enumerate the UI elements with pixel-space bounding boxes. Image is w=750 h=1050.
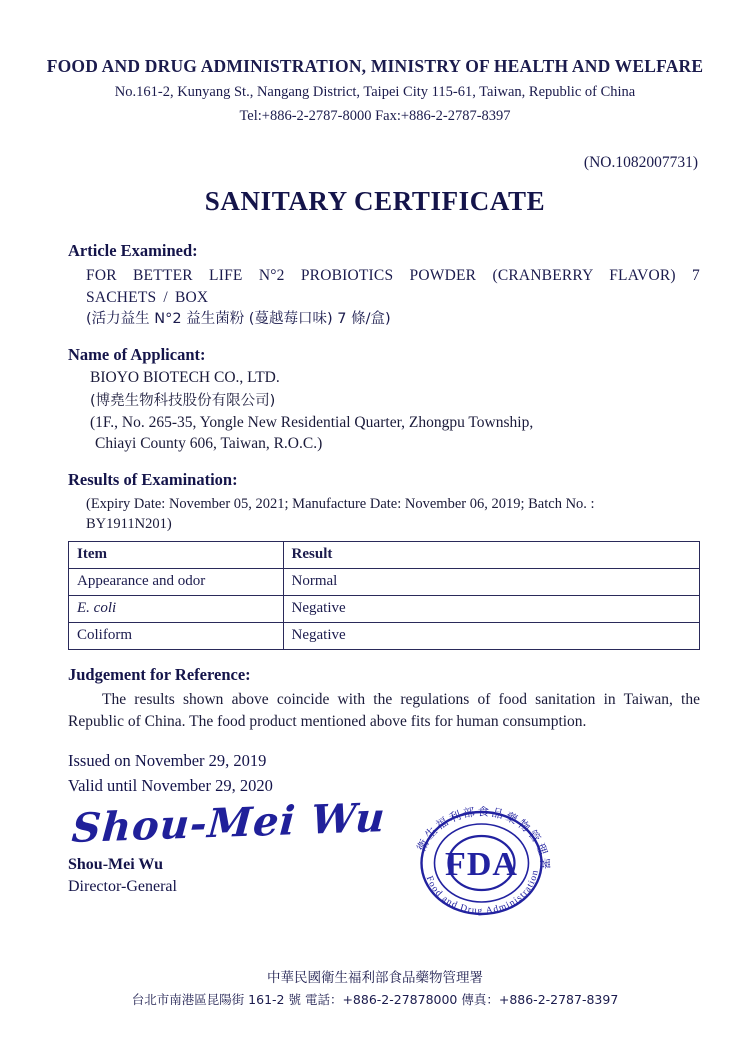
table-row bbox=[69, 595, 700, 622]
results-table bbox=[68, 541, 700, 650]
applicant-name-cjk: (博堯生物科技股份有限公司) bbox=[90, 392, 276, 409]
signature-area bbox=[68, 794, 700, 923]
footer-line-2: 台北市南港區昆陽街 161-2 號 電話：+886-2-27878000 傳真：+886-2-2787-8397 bbox=[131, 992, 619, 1007]
article-examined-heading: Article Examined: bbox=[68, 241, 198, 260]
judgement-text-value: The results shown above coincide with the regulations of food sanitation in Taiwan, the Republic of China. The food product mentioned above fits for human consumption. bbox=[68, 690, 700, 731]
table-row bbox=[69, 568, 700, 595]
authority-contact: Tel:+886-2-2787-8000 Fax:+886-2-2787-8397 bbox=[239, 108, 511, 124]
column-header-item: Item bbox=[69, 541, 284, 568]
authority-address: No.161-2, Kunyang St., Nangang District, Taipei City 115-61, Taiwan, Republic of China bbox=[114, 84, 636, 100]
article-examined-text-cjk: (活力益生 N°2 益生菌粉 (蔓越莓口味) 7 條/盒) bbox=[86, 311, 391, 327]
applicant-name-en: BIOYO BIOTECH CO., LTD. bbox=[90, 368, 280, 386]
cell-result: Negative bbox=[283, 622, 699, 649]
issuing-authority: FOOD AND DRUG ADMINISTRATION, MINISTRY OF HEALTH AND WELFARE bbox=[46, 56, 704, 76]
judgement-heading: Judgement for Reference: bbox=[68, 664, 251, 684]
results-meta-line-2: BY1911N201) bbox=[86, 516, 172, 533]
issued-on: Issued on November 29, 2019 bbox=[68, 751, 267, 771]
signatory-title: Director-General bbox=[68, 877, 177, 895]
table-row bbox=[69, 622, 700, 649]
article-examined-text-en: FOR BETTER LIFE N°2 PROBIOTICS POWDER (CRANBERRY FLAVOR) 7 SACHETS / BOX bbox=[86, 267, 700, 306]
cell-result: Negative bbox=[283, 595, 699, 622]
table-header-row bbox=[69, 541, 700, 568]
svg-text:FDA: FDA bbox=[445, 846, 518, 883]
page-title: SANITARY CERTIFICATE bbox=[204, 186, 546, 216]
cell-item: Coliform bbox=[69, 622, 284, 649]
certificate-number: (NO.1082007731) bbox=[583, 154, 698, 171]
results-heading: Results of Examination: bbox=[68, 469, 238, 489]
signatory-name: Shou-Mei Wu bbox=[68, 855, 163, 873]
document-footer bbox=[0, 966, 750, 1008]
valid-until: Valid until November 29, 2020 bbox=[68, 776, 273, 796]
applicant-heading: Name of Applicant: bbox=[68, 344, 206, 364]
results-meta-line-1: (Expiry Date: November 05, 2021; Manufacture Date: November 06, 2019; Batch No. : bbox=[86, 495, 595, 512]
handwritten-signature: Shou-Mei Wu bbox=[70, 794, 388, 852]
cell-result: Normal bbox=[283, 568, 699, 595]
svg-text:衛生福利部食品藥物管理署: 衛生福利部食品藥物管理署 bbox=[413, 804, 553, 872]
judgement-text bbox=[68, 689, 700, 734]
applicant-address-line-1: (1F., No. 265-35, Yongle New Residential Quarter, Zhongpu Township, bbox=[90, 413, 534, 431]
cell-item: E. coli bbox=[69, 595, 284, 622]
cell-item: Appearance and odor bbox=[69, 568, 284, 595]
document-header bbox=[0, 0, 750, 125]
applicant-address-line-2: Chiayi County 606, Taiwan, R.O.C.) bbox=[95, 435, 323, 453]
column-header-result: Result bbox=[283, 541, 699, 568]
svg-text:Food and Drug Administration: Food and Drug Administration bbox=[423, 868, 541, 917]
document-body bbox=[0, 241, 750, 923]
footer-line-1: 中華民國衛生福利部食品藥物管理署 bbox=[267, 970, 483, 986]
fda-official-seal bbox=[404, 800, 559, 925]
